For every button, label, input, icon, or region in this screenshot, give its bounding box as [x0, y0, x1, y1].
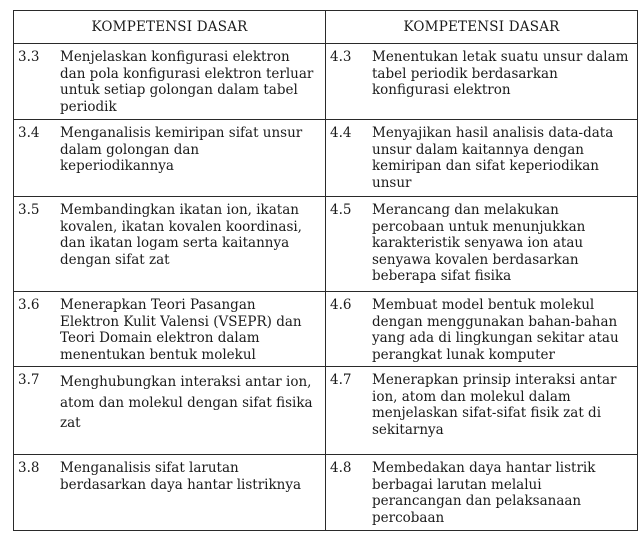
table-row	[14, 455, 638, 531]
left-cell	[14, 292, 326, 367]
kd-text: Merancang dan melakukan percobaan untuk menunjukkan karakteristik senyawa ion atau senyawa kovalen berdasarkan beberapa sifat fisika	[372, 202, 586, 284]
kompetensi-dasar-table	[13, 10, 638, 531]
kd-number: 4.6	[330, 297, 352, 313]
header-right: KOMPETENSI DASAR	[326, 11, 638, 44]
kd-number: 3.6	[18, 297, 40, 313]
table-header-row	[14, 11, 638, 44]
left-cell	[14, 197, 326, 292]
kd-text: Menganalisis kemiripan sifat unsur dalam golongan dan keperiodikannya	[60, 125, 303, 174]
kd-text: Menerapkan prinsip interaksi antar ion, atom dan molekul dalam menjelaskan sifat-sifat fisik zat di sekitarnya	[372, 372, 617, 438]
kd-number: 3.3	[18, 49, 40, 65]
right-cell	[326, 44, 638, 120]
kd-number: 4.3	[330, 49, 352, 65]
kd-text: Menyajikan hasil analisis data-data unsur dalam kaitannya dengan kemiripan dan sifat keperiodikan unsur	[372, 125, 614, 191]
kd-number: 4.5	[330, 202, 352, 218]
table-row	[14, 292, 638, 367]
table-row	[14, 120, 638, 197]
kd-text: Membedakan daya hantar listrik berbagai larutan melalui perancangan dan pelaksanaan percobaan	[372, 460, 596, 526]
kd-number: 4.4	[330, 125, 352, 141]
kd-text: Menentukan letak suatu unsur dalam tabel periodik berdasarkan konfigurasi elektron	[372, 49, 629, 98]
right-cell	[326, 120, 638, 197]
kd-number: 3.8	[18, 460, 40, 476]
right-cell	[326, 455, 638, 531]
kd-number: 4.7	[330, 372, 352, 388]
table-row	[14, 367, 638, 455]
table-row	[14, 44, 638, 120]
table-row	[14, 197, 638, 292]
kd-number: 3.7	[18, 372, 40, 388]
kd-text: Membuat model bentuk molekul dengan menggunakan bahan-bahan yang ada di lingkungan sekitar atau perangkat lunak komputer	[372, 297, 619, 363]
header-left: KOMPETENSI DASAR	[14, 11, 326, 44]
kd-text: Menerapkan Teori Pasangan Elektron Kulit Valensi (VSEPR) dan Teori Domain elektron dalam menentukan bentuk molekul	[60, 297, 302, 363]
kd-text: Menganalisis sifat larutan berdasarkan daya hantar listriknya	[60, 460, 302, 493]
kd-text: Menghubungkan interaksi antar ion, atom dan molekul dengan sifat fisika zat	[60, 374, 313, 431]
right-cell	[326, 367, 638, 455]
left-cell	[14, 120, 326, 197]
left-cell	[14, 367, 326, 455]
kd-text: Menjelaskan konfigurasi elektron dan pola konfigurasi elektron terluar untuk setiap golongan dalam tabel periodik	[60, 49, 314, 115]
right-cell	[326, 292, 638, 367]
left-cell	[14, 44, 326, 120]
kd-number: 3.4	[18, 125, 40, 141]
right-cell	[326, 197, 638, 292]
kd-text: Membandingkan ikatan ion, ikatan kovalen, ikatan kovalen koordinasi, dan ikatan logam serta kaitannya dengan sifat zat	[60, 202, 302, 268]
kd-number: 4.8	[330, 460, 352, 476]
kd-number: 3.5	[18, 202, 40, 218]
left-cell	[14, 455, 326, 531]
